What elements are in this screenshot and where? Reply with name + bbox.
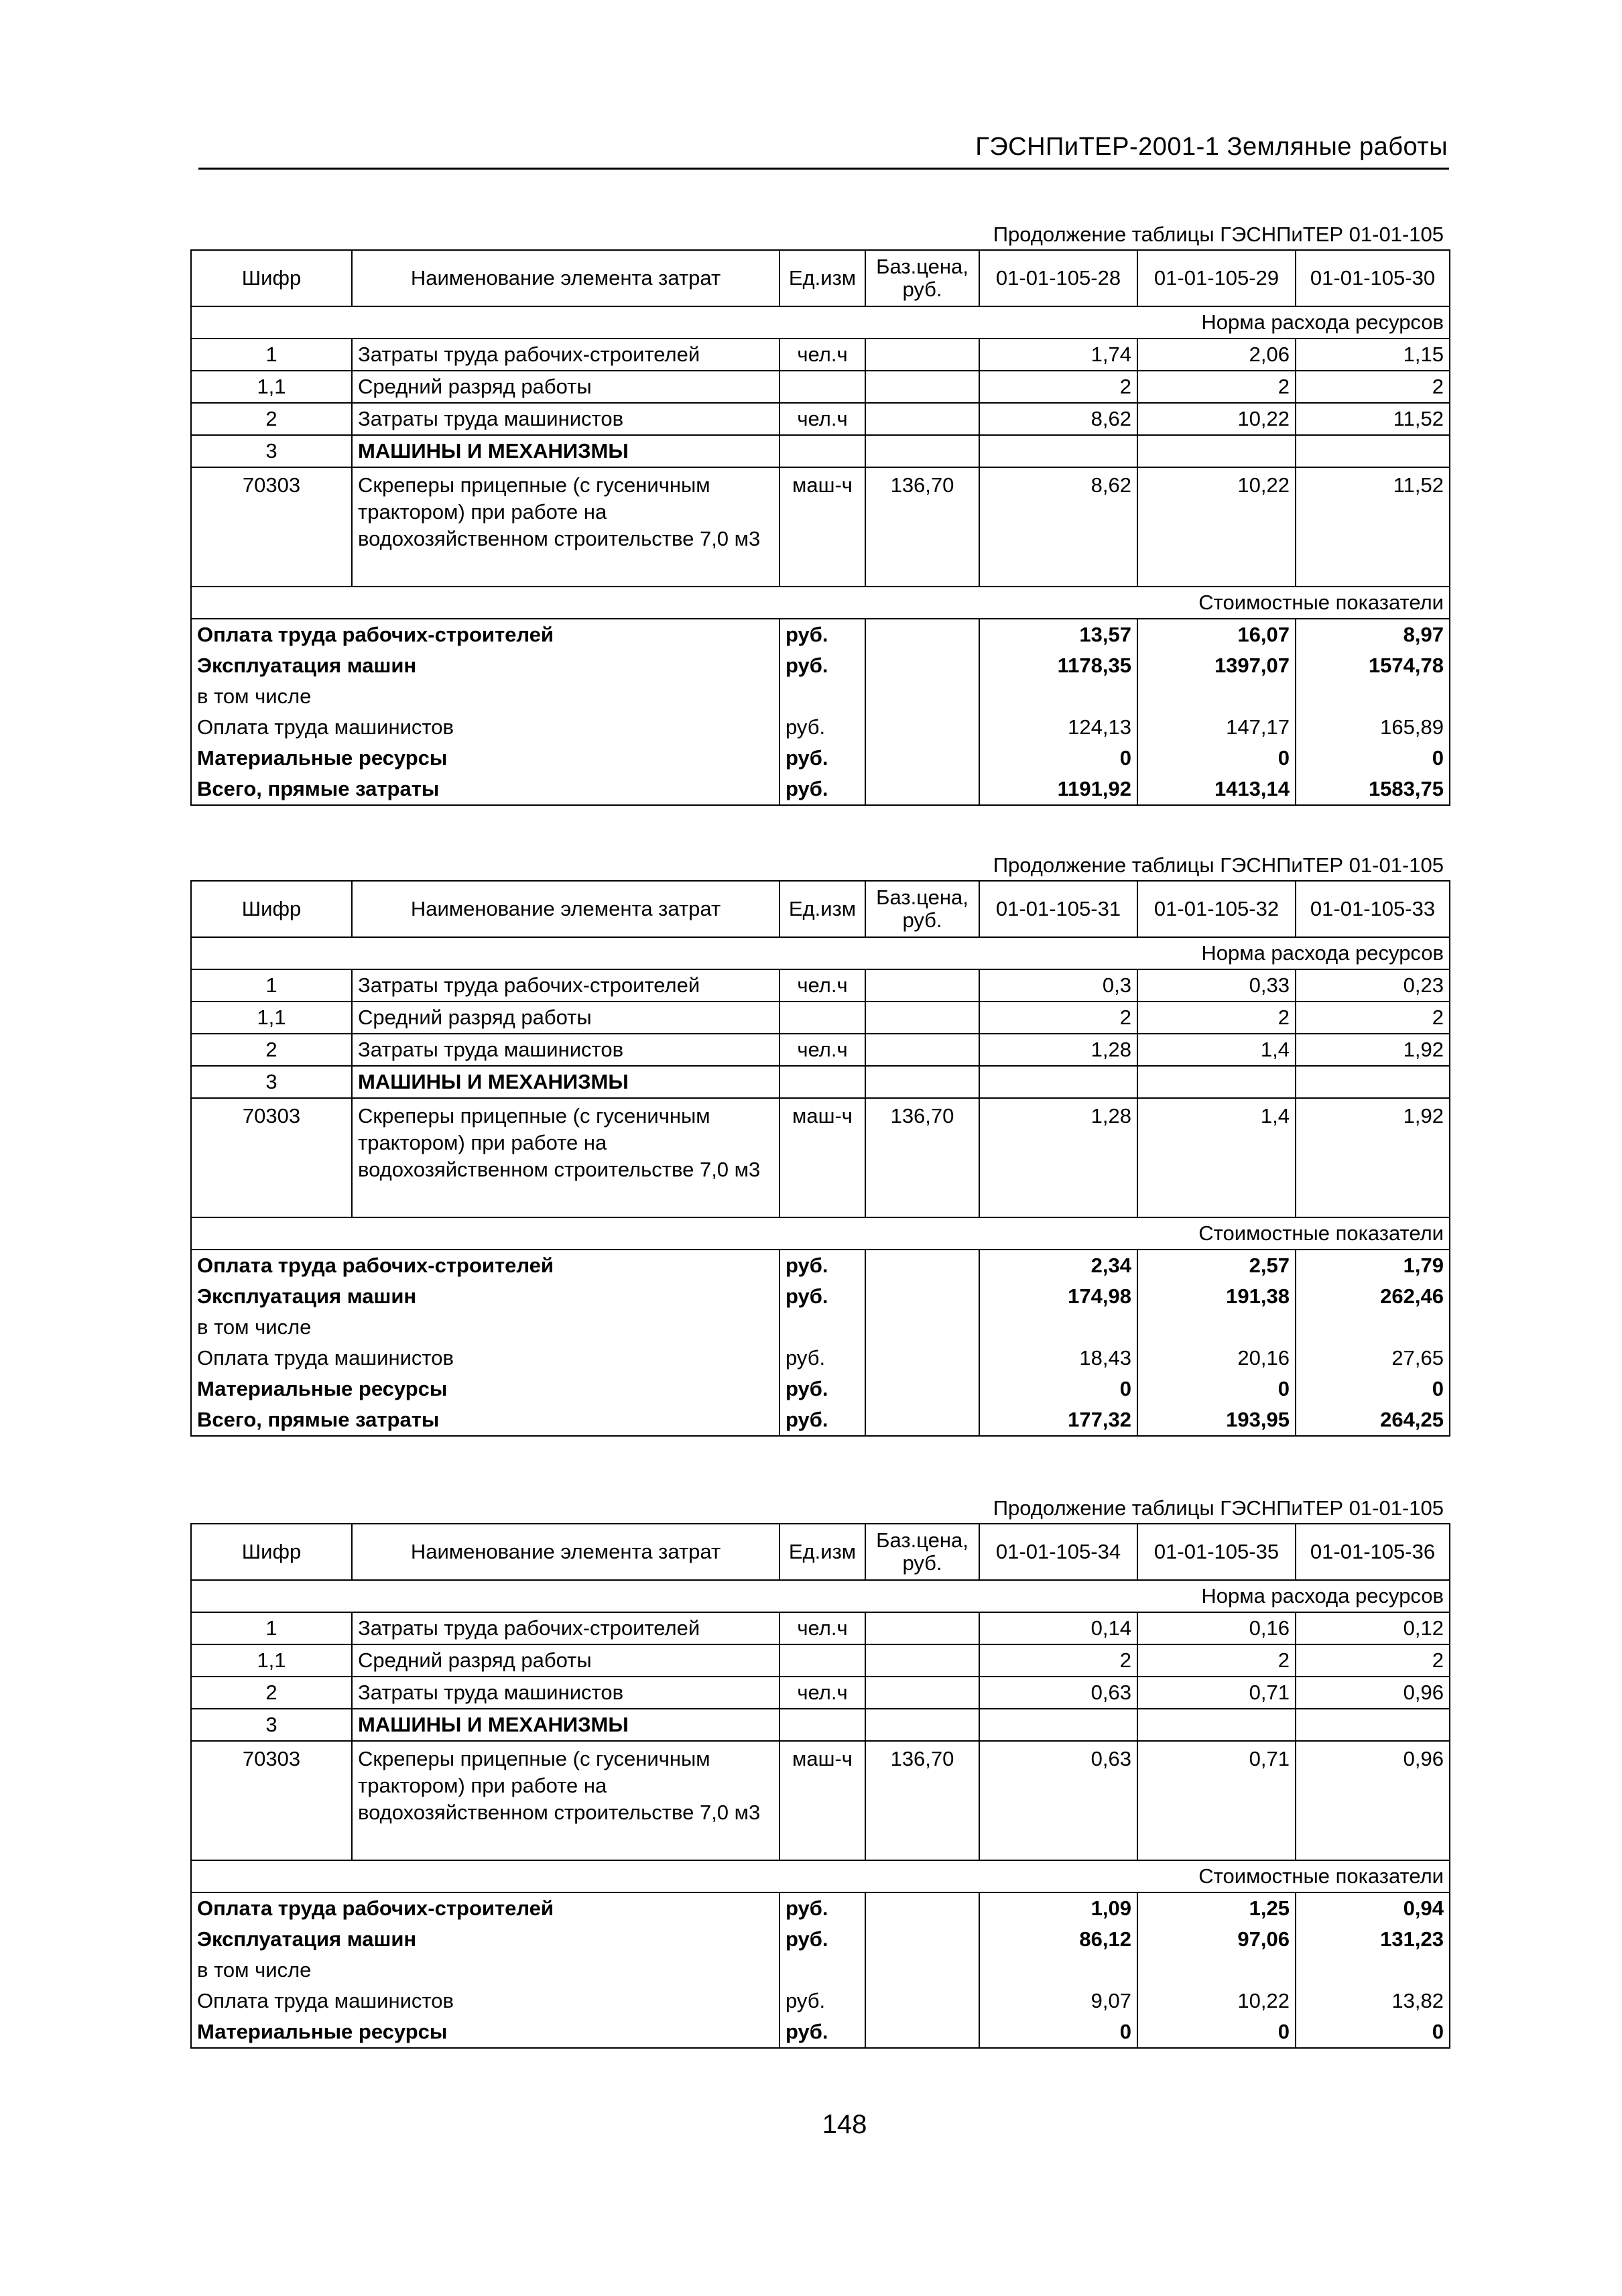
row-price [865, 403, 979, 435]
cost-value: 193,95 [1137, 1404, 1296, 1436]
row-value: 0,12 [1296, 1612, 1450, 1644]
cost-value: 262,46 [1296, 1281, 1450, 1312]
row-value: 2 [1296, 1002, 1450, 1034]
cost-unit [779, 681, 865, 712]
row-value: 1,92 [1296, 1034, 1450, 1066]
cost-unit: руб. [779, 1343, 865, 1374]
row-name: Средний разряд работы [352, 371, 779, 403]
row-value: 0,71 [1137, 1741, 1296, 1860]
resource-row [191, 435, 1450, 467]
cost-name: Оплата труда машинистов [191, 712, 779, 743]
row-value: 2 [979, 371, 1137, 403]
cost-unit: руб. [779, 1924, 865, 1955]
column-header-price: Баз.цена, руб. [865, 881, 979, 937]
cost-section-label: Стоимостные показатели [191, 587, 1450, 619]
cost-value: 191,38 [1137, 1281, 1296, 1312]
cost-value: 0 [979, 743, 1137, 774]
cost-price-empty [865, 1986, 979, 2016]
cost-value: 1178,35 [979, 650, 1137, 681]
norm-section-row [191, 1580, 1450, 1612]
cost-value: 16,07 [1137, 619, 1296, 650]
row-value: 2,06 [1137, 339, 1296, 371]
cost-value: 9,07 [979, 1986, 1137, 2016]
cost-price-empty [865, 1892, 979, 1924]
row-price [865, 1002, 979, 1034]
row-code: 3 [191, 435, 352, 467]
column-header-unit: Ед.изм [779, 1524, 865, 1580]
row-value: 1,28 [979, 1098, 1137, 1217]
cost-unit: руб. [779, 2016, 865, 2048]
cost-name: в том числе [191, 681, 779, 712]
row-value: 0,14 [979, 1612, 1137, 1644]
cost-unit: руб. [779, 619, 865, 650]
row-value: 0,63 [979, 1741, 1137, 1860]
row-price [865, 435, 979, 467]
row-value: 0,33 [1137, 969, 1296, 1002]
row-value: 1,28 [979, 1034, 1137, 1066]
resource-row [191, 1034, 1450, 1066]
row-code: 70303 [191, 1098, 352, 1217]
row-code: 70303 [191, 467, 352, 587]
table-header-row [191, 250, 1450, 306]
row-price [865, 371, 979, 403]
column-header-code: Шифр [191, 250, 352, 306]
row-price: 136,70 [865, 1741, 979, 1860]
cost-value: 0,94 [1296, 1892, 1450, 1924]
cost-unit: руб. [779, 1374, 865, 1404]
cost-price-empty [865, 743, 979, 774]
cost-value [1296, 681, 1450, 712]
cost-price-empty [865, 1343, 979, 1374]
row-price: 136,70 [865, 467, 979, 587]
cost-unit: руб. [779, 1892, 865, 1924]
cost-unit: руб. [779, 1986, 865, 2016]
row-code: 1 [191, 339, 352, 371]
resource-row [191, 1002, 1450, 1034]
row-unit [779, 1066, 865, 1098]
cost-value: 0 [1137, 743, 1296, 774]
cost-price-empty [865, 712, 979, 743]
cost-row [191, 743, 1450, 774]
row-code: 1 [191, 1612, 352, 1644]
row-price [865, 1677, 979, 1709]
cost-unit: руб. [779, 650, 865, 681]
cost-unit [779, 1955, 865, 1986]
cost-price-empty [865, 1924, 979, 1955]
row-value: 8,62 [979, 467, 1137, 587]
cost-name: Материальные ресурсы [191, 1374, 779, 1404]
cost-price-empty [865, 1374, 979, 1404]
cost-section-row [191, 1217, 1450, 1250]
row-value: 10,22 [1137, 467, 1296, 587]
norm-section-row [191, 306, 1450, 339]
row-unit: чел.ч [779, 969, 865, 1002]
cost-value [1296, 1312, 1450, 1343]
row-code: 3 [191, 1066, 352, 1098]
resource-row [191, 1612, 1450, 1644]
resource-row [191, 403, 1450, 435]
cost-price-empty [865, 1281, 979, 1312]
row-unit [779, 371, 865, 403]
cost-price-empty [865, 681, 979, 712]
cost-value: 1,09 [979, 1892, 1137, 1924]
row-name: Затраты труда машинистов [352, 403, 779, 435]
cost-value: 1,79 [1296, 1250, 1450, 1281]
row-value [979, 1066, 1137, 1098]
cost-unit: руб. [779, 1281, 865, 1312]
column-header-code-number: 01-01-105-29 [1137, 250, 1296, 306]
cost-name: Всего, прямые затраты [191, 774, 779, 805]
column-header-price: Баз.цена, руб. [865, 250, 979, 306]
cost-name: в том числе [191, 1312, 779, 1343]
cost-section-row [191, 587, 1450, 619]
cost-price-empty [865, 1955, 979, 1986]
cost-value: 8,97 [1296, 619, 1450, 650]
cost-value [979, 1312, 1137, 1343]
resource-row [191, 371, 1450, 403]
row-value [1296, 435, 1450, 467]
cost-value: 264,25 [1296, 1404, 1450, 1436]
row-unit: чел.ч [779, 1677, 865, 1709]
row-price: 136,70 [865, 1098, 979, 1217]
column-header-code-number: 01-01-105-31 [979, 881, 1137, 937]
row-value: 0,23 [1296, 969, 1450, 1002]
page-number: 148 [822, 2110, 867, 2139]
cost-value: 10,22 [1137, 1986, 1296, 2016]
cost-value: 1397,07 [1137, 650, 1296, 681]
row-value: 2 [979, 1002, 1137, 1034]
cost-value: 0 [979, 2016, 1137, 2048]
cost-name: Эксплуатация машин [191, 650, 779, 681]
row-value: 0,63 [979, 1677, 1137, 1709]
row-code: 1,1 [191, 1002, 352, 1034]
resource-row [191, 1709, 1450, 1741]
cost-row [191, 1374, 1450, 1404]
row-name: МАШИНЫ И МЕХАНИЗМЫ [352, 1709, 779, 1741]
row-unit [779, 435, 865, 467]
resource-row [191, 1066, 1450, 1098]
resource-table [190, 880, 1450, 1437]
cost-value: 18,43 [979, 1343, 1137, 1374]
cost-name: Материальные ресурсы [191, 743, 779, 774]
cost-name: Эксплуатация машин [191, 1924, 779, 1955]
row-price [865, 1034, 979, 1066]
row-code: 70303 [191, 1741, 352, 1860]
row-value: 10,22 [1137, 403, 1296, 435]
cost-row [191, 1924, 1450, 1955]
row-value: 0,71 [1137, 1677, 1296, 1709]
row-name: МАШИНЫ И МЕХАНИЗМЫ [352, 1066, 779, 1098]
cost-name: Эксплуатация машин [191, 1281, 779, 1312]
cost-row [191, 2016, 1450, 2048]
row-code: 1 [191, 969, 352, 1002]
cost-value: 177,32 [979, 1404, 1137, 1436]
cost-value: 97,06 [1137, 1924, 1296, 1955]
row-value [979, 1709, 1137, 1741]
row-code: 3 [191, 1709, 352, 1741]
row-value: 2 [1296, 371, 1450, 403]
row-price [865, 969, 979, 1002]
row-value: 1,92 [1296, 1098, 1450, 1217]
row-name: Затраты труда рабочих-строителей [352, 339, 779, 371]
cost-value [1137, 681, 1296, 712]
cost-value: 13,57 [979, 619, 1137, 650]
row-unit: чел.ч [779, 1612, 865, 1644]
cost-value: 27,65 [1296, 1343, 1450, 1374]
cost-value [1137, 1312, 1296, 1343]
row-value [1137, 1709, 1296, 1741]
table-caption: Продолжение таблицы ГЭСНПиТЕР 01-01-105 [993, 853, 1444, 877]
cost-value: 1191,92 [979, 774, 1137, 805]
column-header-code-number: 01-01-105-35 [1137, 1524, 1296, 1580]
cost-value: 2,34 [979, 1250, 1137, 1281]
row-name: Скреперы прицепные (с гусеничным трактором) при работе на водохозяйственном строительстве 7,0 м3 [352, 1741, 779, 1860]
cost-name: Оплата труда рабочих-строителей [191, 619, 779, 650]
cost-name: Материальные ресурсы [191, 2016, 779, 2048]
cost-row [191, 1404, 1450, 1436]
row-name: Затраты труда машинистов [352, 1677, 779, 1709]
cost-row [191, 774, 1450, 805]
row-code: 2 [191, 1034, 352, 1066]
row-price [865, 1612, 979, 1644]
cost-price-empty [865, 1404, 979, 1436]
cost-value: 1413,14 [1137, 774, 1296, 805]
row-value: 1,4 [1137, 1034, 1296, 1066]
cost-name: Оплата труда машинистов [191, 1986, 779, 2016]
row-price [865, 339, 979, 371]
cost-row [191, 1892, 1450, 1924]
row-name: Скреперы прицепные (с гусеничным трактором) при работе на водохозяйственном строительстве 7,0 м3 [352, 467, 779, 587]
cost-value [1137, 1955, 1296, 1986]
cost-section-label: Стоимостные показатели [191, 1860, 1450, 1892]
row-value [1137, 435, 1296, 467]
row-unit [779, 1002, 865, 1034]
column-header-code-number: 01-01-105-30 [1296, 250, 1450, 306]
cost-row [191, 1312, 1450, 1343]
cost-row [191, 1955, 1450, 1986]
row-price [865, 1709, 979, 1741]
column-header-unit: Ед.изм [779, 250, 865, 306]
column-header-code-number: 01-01-105-36 [1296, 1524, 1450, 1580]
cost-name: Оплата труда рабочих-строителей [191, 1892, 779, 1924]
row-unit [779, 1709, 865, 1741]
cost-row [191, 681, 1450, 712]
cost-price-empty [865, 1250, 979, 1281]
cost-name: Оплата труда рабочих-строителей [191, 1250, 779, 1281]
row-value [979, 435, 1137, 467]
cost-value: 20,16 [1137, 1343, 1296, 1374]
cost-row [191, 1250, 1450, 1281]
cost-row [191, 1343, 1450, 1374]
norm-section-label: Норма расхода ресурсов [191, 1580, 1450, 1612]
cost-value: 13,82 [1296, 1986, 1450, 2016]
cost-value: 0 [1137, 1374, 1296, 1404]
row-name: Средний разряд работы [352, 1644, 779, 1677]
row-value: 0,96 [1296, 1741, 1450, 1860]
row-name: Затраты труда рабочих-строителей [352, 969, 779, 1002]
cost-value: 174,98 [979, 1281, 1137, 1312]
row-value: 2 [1137, 1002, 1296, 1034]
column-header-price: Баз.цена, руб. [865, 1524, 979, 1580]
row-value: 2 [979, 1644, 1137, 1677]
cost-value: 2,57 [1137, 1250, 1296, 1281]
column-header-unit: Ед.изм [779, 881, 865, 937]
table-header-row [191, 1524, 1450, 1580]
row-value [1296, 1066, 1450, 1098]
cost-price-empty [865, 650, 979, 681]
page-header-title: ГЭСНПиТЕР-2001-1 Земляные работы [975, 133, 1448, 161]
row-value: 0,3 [979, 969, 1137, 1002]
cost-price-empty [865, 774, 979, 805]
row-unit: маш-ч [779, 1741, 865, 1860]
row-code: 1,1 [191, 371, 352, 403]
cost-section-label: Стоимостные показатели [191, 1217, 1450, 1250]
row-value: 1,74 [979, 339, 1137, 371]
header-rule [198, 168, 1449, 170]
row-value: 11,52 [1296, 403, 1450, 435]
column-header-name: Наименование элемента затрат [352, 1524, 779, 1580]
resource-table [190, 1523, 1450, 2049]
row-code: 2 [191, 1677, 352, 1709]
row-name: Затраты труда рабочих-строителей [352, 1612, 779, 1644]
table-caption: Продолжение таблицы ГЭСНПиТЕР 01-01-105 [993, 223, 1444, 246]
row-code: 1,1 [191, 1644, 352, 1677]
row-unit: чел.ч [779, 339, 865, 371]
row-value: 2 [1137, 371, 1296, 403]
row-name: МАШИНЫ И МЕХАНИЗМЫ [352, 435, 779, 467]
cost-price-empty [865, 1312, 979, 1343]
row-value: 0,96 [1296, 1677, 1450, 1709]
cost-value: 0 [979, 1374, 1137, 1404]
row-price [865, 1644, 979, 1677]
row-value: 11,52 [1296, 467, 1450, 587]
cost-value: 1574,78 [1296, 650, 1450, 681]
row-unit: чел.ч [779, 1034, 865, 1066]
column-header-code: Шифр [191, 881, 352, 937]
row-value: 2 [1296, 1644, 1450, 1677]
cost-value: 0 [1296, 1374, 1450, 1404]
row-unit [779, 1644, 865, 1677]
cost-section-row [191, 1860, 1450, 1892]
cost-value: 147,17 [1137, 712, 1296, 743]
cost-value [1296, 1955, 1450, 1986]
cost-unit: руб. [779, 1404, 865, 1436]
cost-unit: руб. [779, 743, 865, 774]
row-value: 1,4 [1137, 1098, 1296, 1217]
column-header-code-number: 01-01-105-33 [1296, 881, 1450, 937]
cost-unit: руб. [779, 712, 865, 743]
cost-price-empty [865, 619, 979, 650]
cost-value: 86,12 [979, 1924, 1137, 1955]
cost-name: Всего, прямые затраты [191, 1404, 779, 1436]
norm-section-label: Норма расхода ресурсов [191, 937, 1450, 969]
row-name: Средний разряд работы [352, 1002, 779, 1034]
column-header-code-number: 01-01-105-28 [979, 250, 1137, 306]
cost-value: 0 [1296, 2016, 1450, 2048]
resource-row [191, 1741, 1450, 1860]
cost-value: 0 [1296, 743, 1450, 774]
row-unit: маш-ч [779, 1098, 865, 1217]
column-header-name: Наименование элемента затрат [352, 250, 779, 306]
row-value [1137, 1066, 1296, 1098]
cost-name: в том числе [191, 1955, 779, 1986]
resource-row [191, 1644, 1450, 1677]
cost-row [191, 1281, 1450, 1312]
column-header-name: Наименование элемента затрат [352, 881, 779, 937]
table-caption: Продолжение таблицы ГЭСНПиТЕР 01-01-105 [993, 1496, 1444, 1520]
cost-unit: руб. [779, 774, 865, 805]
cost-value: 0 [1137, 2016, 1296, 2048]
row-value: 0,16 [1137, 1612, 1296, 1644]
cost-value: 1583,75 [1296, 774, 1450, 805]
cost-value [979, 681, 1137, 712]
cost-value: 124,13 [979, 712, 1137, 743]
cost-price-empty [865, 2016, 979, 2048]
cost-unit [779, 1312, 865, 1343]
column-header-code: Шифр [191, 1524, 352, 1580]
column-header-code-number: 01-01-105-34 [979, 1524, 1137, 1580]
row-value: 8,62 [979, 403, 1137, 435]
row-name: Скреперы прицепные (с гусеничным трактором) при работе на водохозяйственном строительстве 7,0 м3 [352, 1098, 779, 1217]
row-unit: маш-ч [779, 467, 865, 587]
resource-table [190, 249, 1450, 806]
row-code: 2 [191, 403, 352, 435]
cost-value: 131,23 [1296, 1924, 1450, 1955]
resource-row [191, 339, 1450, 371]
resource-row [191, 969, 1450, 1002]
resource-row [191, 467, 1450, 587]
row-value: 1,15 [1296, 339, 1450, 371]
norm-section-label: Норма расхода ресурсов [191, 306, 1450, 339]
resource-row [191, 1677, 1450, 1709]
row-unit: чел.ч [779, 403, 865, 435]
cost-row [191, 650, 1450, 681]
cost-value: 1,25 [1137, 1892, 1296, 1924]
resource-row [191, 1098, 1450, 1217]
table-header-row [191, 881, 1450, 937]
cost-unit: руб. [779, 1250, 865, 1281]
cost-name: Оплата труда машинистов [191, 1343, 779, 1374]
row-value [1296, 1709, 1450, 1741]
cost-value [979, 1955, 1137, 1986]
cost-row [191, 619, 1450, 650]
norm-section-row [191, 937, 1450, 969]
column-header-code-number: 01-01-105-32 [1137, 881, 1296, 937]
cost-value: 165,89 [1296, 712, 1450, 743]
row-value: 2 [1137, 1644, 1296, 1677]
cost-row [191, 712, 1450, 743]
row-price [865, 1066, 979, 1098]
row-name: Затраты труда машинистов [352, 1034, 779, 1066]
cost-row [191, 1986, 1450, 2016]
